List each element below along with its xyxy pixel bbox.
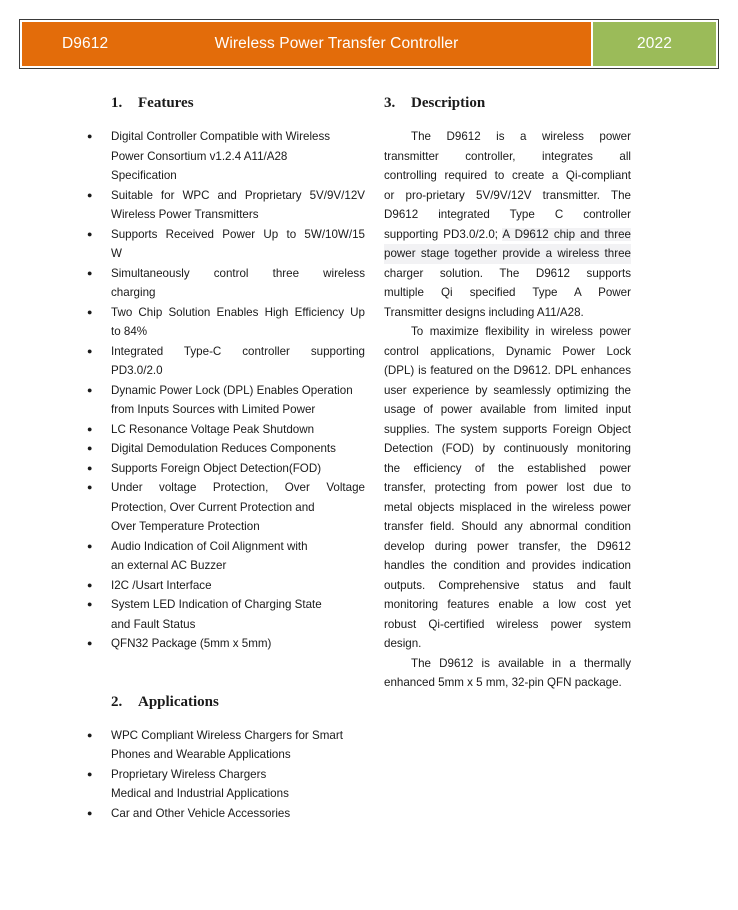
list-item-text: QFN32 Package (5mm x 5mm): [111, 637, 272, 650]
bullet-icon: ●: [87, 228, 93, 239]
bullet-icon: ●: [87, 131, 93, 141]
paragraph-line: multiple Qi specified Type A Power: [384, 286, 631, 299]
list-item-text: Simultaneously control three wireless: [111, 266, 365, 280]
applications-heading: [80, 689, 365, 715]
list-item-text: Two Chip Solution Enables High Efficiency Up: [111, 305, 365, 319]
paragraph-line: Transmitter designs including A11/A28.: [384, 305, 584, 319]
list-item-text: Audio Indication of Coil Alignment with: [111, 539, 308, 553]
paragraph-line: user experience by seamlessly optimizing the: [384, 383, 631, 397]
bullet-icon: ●: [87, 482, 93, 492]
list-item-text: Specification: [111, 169, 177, 182]
paragraph-line: (DPL) is featured on the D9612. DPL enhances: [384, 364, 631, 377]
bullet-icon: ●: [87, 807, 93, 818]
list-item-text: an external AC Buzzer: [111, 559, 227, 572]
bullet-icon: ●: [87, 384, 93, 395]
list-item: [80, 576, 365, 596]
paragraph-line: outputs. Comprehensive status and fault: [384, 578, 631, 592]
list-item-text: Power Consortium v1.2.4 A11/A28: [111, 149, 288, 163]
bullet-icon: ●: [87, 267, 93, 278]
list-item-text: W: [111, 247, 122, 260]
paragraph-line: charger solution. The D9612 supports: [384, 266, 631, 280]
header-orange-block: [22, 22, 591, 66]
list-item: [80, 804, 365, 824]
bullet-icon: ●: [87, 306, 93, 317]
paragraph-line: monitoring features enable a low cost yet: [384, 598, 631, 611]
list-item-text: PD3.0/2.0: [111, 364, 163, 377]
list-item-text: Medical and Industrial Applications: [111, 787, 289, 800]
paragraph-line: enhanced 5mm x 5 mm, 32-pin QFN package.: [384, 676, 622, 689]
paragraph-line: controlling required to create a Qi-compliant: [384, 169, 631, 182]
bullet-icon: ●: [87, 579, 93, 590]
list-item-text: Suitable for WPC and Proprietary 5V/9V/12V: [111, 188, 365, 202]
paragraph-line: metal objects misplaced in the wireless power: [384, 500, 631, 514]
list-item: [80, 595, 365, 634]
description-paragraph: [384, 322, 631, 654]
list-item-text: Car and Other Vehicle Accessories: [111, 806, 291, 820]
bullet-icon: ●: [87, 729, 93, 740]
list-item-text: Protection, Over Current Protection and: [111, 500, 315, 514]
list-item: [80, 342, 365, 381]
highlighted-text: A D9612 chip and three: [502, 227, 631, 241]
paragraph-line: transfer, protecting from power lost due to: [384, 481, 631, 494]
paragraph-line: the efficiency of the established power: [384, 461, 631, 475]
list-item: [80, 726, 365, 765]
list-item-text: Supports Received Power Up to 5W/10W/15: [111, 227, 365, 241]
header-title-wrap: [22, 22, 591, 66]
list-item: [80, 420, 365, 440]
section-number: 2.: [111, 693, 123, 710]
list-item: [80, 459, 365, 479]
list-item-text: and Fault Status: [111, 617, 196, 631]
list-item-text: Dynamic Power Lock (DPL) Enables Operation: [111, 383, 353, 397]
list-item-text: Digital Demodulation Reduces Components: [111, 442, 336, 455]
bullet-icon: ●: [87, 768, 93, 779]
list-item-text: Over Temperature Protection: [111, 520, 260, 533]
list-item-text: Digital Controller Compatible with Wireless: [111, 130, 331, 143]
list-item: [80, 478, 365, 537]
paragraph-line: The D9612 is a wireless power: [411, 130, 631, 143]
list-item: [80, 634, 365, 654]
bullet-icon: ●: [87, 345, 93, 356]
list-item-text: to 84%: [111, 325, 148, 338]
header-green-block: [593, 22, 716, 66]
document-header-banner: [19, 19, 719, 69]
bullet-icon: ●: [87, 462, 93, 473]
paragraph-line: or pro-prietary 5V/9V/12V transmitter. The: [384, 188, 631, 202]
paragraph-line: Detection (FOD) by continuously monitoring: [384, 442, 631, 455]
list-item-text: from Inputs Sources with Limited Power: [111, 403, 316, 416]
description-paragraph: [384, 127, 631, 322]
section-title: Applications: [138, 693, 219, 710]
bullet-icon: ●: [87, 443, 93, 453]
paragraph-line: To maximize flexibility in wireless power: [411, 325, 631, 338]
paragraph-line: control applications, Dynamic Power Lock: [384, 344, 631, 358]
section-number: 3.: [384, 95, 396, 111]
paragraph-line: usage of power available from limited input: [384, 403, 631, 416]
bullet-icon: ●: [87, 189, 93, 200]
document-title: Wireless Power Transfer Controller: [214, 35, 459, 52]
description-body: [384, 127, 631, 693]
list-item: [80, 537, 365, 576]
features-heading: [80, 90, 365, 116]
list-item: [80, 127, 365, 186]
paragraph-line: develop during power transfer, the D9612: [384, 539, 631, 553]
paragraph-line: robust Qi-certified wireless power system: [384, 617, 631, 631]
bullet-icon: ●: [87, 599, 93, 609]
right-column: [384, 90, 631, 693]
list-item-text: Supports Foreign Object Detection(FOD): [111, 461, 322, 475]
list-item-text: Phones and Wearable Applications: [111, 748, 291, 761]
list-item: [80, 264, 365, 303]
list-item: [80, 225, 365, 264]
applications-list: [80, 726, 365, 824]
list-item: [80, 303, 365, 342]
part-number: D9612: [62, 35, 109, 52]
paragraph-line: supporting PD3.0/2.0; A D9612 chip and three: [384, 227, 631, 241]
paragraph-line: supplies. The system supports Foreign Object: [384, 422, 631, 436]
section-number: 1.: [111, 95, 123, 111]
list-item-text: Under voltage Protection, Over Voltage: [111, 481, 365, 494]
list-item: [80, 381, 365, 420]
list-item-text: LC Resonance Voltage Peak Shutdown: [111, 422, 315, 436]
paragraph-line: transfer field. Should any abnormal condition: [384, 520, 631, 533]
section-title: Features: [138, 95, 194, 111]
list-item-text: charging: [111, 286, 156, 299]
paragraph-line: handles the condition and provides indication: [384, 559, 631, 572]
left-column: [80, 90, 365, 823]
bullet-icon: ●: [87, 540, 93, 551]
description-paragraph: [384, 654, 631, 693]
list-item-text: Proprietary Wireless Chargers: [111, 767, 267, 781]
list-item: [80, 765, 365, 804]
section-title: Description: [411, 95, 486, 111]
list-item: [80, 186, 365, 225]
list-item-text: System LED Indication of Charging State: [111, 598, 322, 611]
list-item: [80, 439, 365, 459]
bullet-icon: ●: [87, 638, 93, 648]
bullet-icon: ●: [87, 423, 93, 434]
paragraph-line: transmitter controller, integrates all: [384, 149, 631, 163]
paragraph-line: D9612 integrated Type C controller: [384, 208, 631, 221]
paragraph-line: design.: [384, 637, 422, 650]
list-item-text: Integrated Type-C controller supporting: [111, 344, 365, 358]
paragraph-line: The D9612 is available in a thermally: [411, 656, 631, 670]
list-item-text: I2C /Usart Interface: [111, 578, 212, 592]
list-item-text: Wireless Power Transmitters: [111, 208, 259, 221]
document-year: 2022: [637, 35, 672, 52]
description-heading: [384, 90, 631, 116]
features-list: [80, 127, 365, 654]
paragraph-line: power stage together provide a wireless three: [384, 244, 631, 264]
list-item-text: WPC Compliant Wireless Chargers for Smart: [111, 728, 343, 742]
